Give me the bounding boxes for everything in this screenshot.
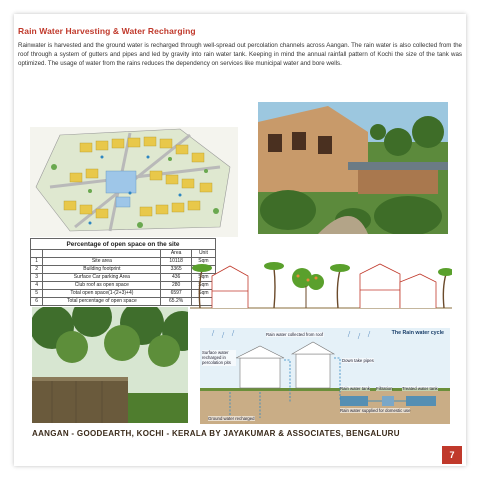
water-cycle-title: The Rain water cycle — [391, 330, 444, 336]
row-area: 3365 — [161, 266, 191, 274]
garden-photo — [32, 307, 188, 423]
building-sections-drawing — [190, 246, 452, 316]
row-label: Club roof as open space — [43, 282, 161, 290]
house-photo-illustration — [258, 102, 448, 234]
label-domestic-supply: Rain water supplied for domestic use — [340, 408, 411, 413]
page-number: 7 — [442, 446, 462, 464]
row-label: Total open space(1-(2+3)+4) — [43, 290, 161, 298]
row-area: 436 — [161, 274, 191, 282]
row-number: 6 — [31, 298, 43, 306]
table-row — [31, 282, 216, 290]
label-down-pipes: Down take pipes — [342, 358, 374, 363]
label-rain-water-tank: Rain water tank — [340, 386, 370, 391]
intro-paragraph: Rainwater is harvested and the ground water is recharged through well-spread out percolation channels across Aangan. The rain water is also collected from the roof through a system of gutters and pipes and led by gravity into rain water tank. Keeping in mind the annual rainfall pattern of Kochi the size of the tank was optimized. The usage of water from the rains reduces the dependency on services like municipal water and bore wells. — [18, 42, 462, 68]
page-footer: AANGAN - GOODEARTH, KOCHI - KERALA BY JAYAKUMAR & ASSOCIATES, BENGALURU — [32, 429, 400, 438]
table-row — [31, 274, 216, 282]
table-row — [31, 266, 216, 274]
row-unit: Sqm — [191, 258, 215, 266]
site-plan-drawing — [30, 127, 238, 237]
row-area: 280 — [161, 282, 191, 290]
row-area: 10118 — [161, 258, 191, 266]
row-number: 2 — [31, 266, 43, 274]
row-area: 6597 — [161, 290, 191, 298]
row-label: Site area — [43, 258, 161, 266]
label-ground-recharge: Ground water recharged — [208, 416, 255, 421]
row-unit: Sqm — [191, 282, 215, 290]
row-label: Surface Car parking Area — [43, 274, 161, 282]
table-title: Percentage of open space on the site — [31, 239, 216, 250]
house-photo — [258, 102, 448, 234]
water-cycle-svg — [200, 328, 450, 424]
rain-water-cycle-diagram — [200, 328, 450, 424]
row-unit: Sqm — [191, 274, 215, 282]
column-header: Unit — [191, 250, 215, 258]
label-filtration: Filtration — [376, 386, 393, 391]
table-row — [31, 298, 216, 306]
row-label: Total percentage of open space — [43, 298, 161, 306]
row-area: 65.2% — [161, 298, 191, 306]
row-number: 4 — [31, 282, 43, 290]
page-title: Rain Water Harvesting & Water Recharging — [18, 26, 196, 36]
label-roof-collection: Rain water collected from roof — [266, 332, 324, 337]
sections-svg — [190, 246, 452, 316]
row-number: 1 — [31, 258, 43, 266]
row-number: 3 — [31, 274, 43, 282]
column-header — [31, 250, 43, 258]
column-header — [43, 250, 161, 258]
row-number: 5 — [31, 290, 43, 298]
site-plan-svg — [30, 127, 238, 237]
table-row — [31, 258, 216, 266]
open-space-table — [30, 238, 216, 306]
garden-photo-illustration — [32, 307, 188, 423]
row-label: Building footprint — [43, 266, 161, 274]
table-header-row — [31, 250, 216, 258]
column-header: Area — [161, 250, 191, 258]
table-row — [31, 290, 216, 298]
label-surface-recharge: Surface water recharged in percolation pits — [202, 350, 236, 366]
row-unit: Sqm — [191, 290, 215, 298]
label-treated-tank: Treated water tank — [402, 386, 438, 391]
